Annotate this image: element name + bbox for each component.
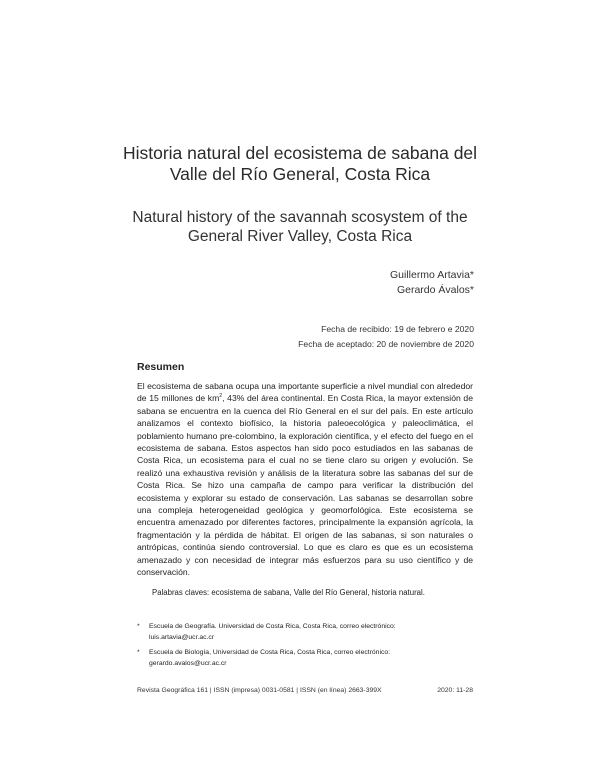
footnote-1 — [137, 621, 473, 643]
footnote-2-affiliation: Escuela de Biología, Universidad de Costa Rica, Costa Rica, correo electrónico: — [149, 649, 391, 656]
abstract-heading: Resumen — [137, 361, 185, 373]
footnote-2-email[interactable]: gerardo.avalos@ucr.ac.cr — [149, 660, 227, 667]
title-spanish-line-1: Historia natural del ecosistema de sabana del — [122, 143, 478, 163]
footnote-2-mark: * — [137, 649, 140, 656]
date-received: Fecha de recibido: 19 de febrero e 2020 — [321, 324, 474, 334]
keywords: Palabras claves: ecosistema de sabana, Valle del Río General, historia natural. — [152, 588, 425, 597]
title-english-line-1: Natural history of the savannah scosystem of the — [132, 209, 468, 226]
footer-journal-info: Revista Geográfica 161 | ISSN (impresa) 0031-0581 | ISSN (en línea) 2663-399X — [137, 687, 382, 694]
title-spanish-line-2: Valle del Río General, Costa Rica — [169, 164, 431, 184]
author-2: Gerardo Ávalos* — [396, 284, 474, 296]
abstract-superscript: 2 — [219, 393, 223, 400]
title-english-line-2: General River Valley, Costa Rica — [187, 228, 413, 245]
abstract-text-1: El ecosistema de sabana ocupa una importante superficie a nivel mundial con alrededor de 15 millones de km — [137, 381, 473, 404]
author-1: Guillermo Artavia* — [389, 269, 474, 281]
footnote-1-affiliation: Escuela de Geografía. Universidad de Costa Rica, Costa Rica, correo electrónico: — [149, 623, 396, 630]
abstract-text-2: , 43% del área continental. En Costa Rica, la mayor extensión de sabana se encuentra en la cuenca del Río General en el sur del país. En este artículo analizamos el contexto biofísico, la historia paleoecológica y paleoclimática, el poblamiento humano pre-colombino, la exploración científica, y el efecto del fuego en el ecosistema de sabana. Estos aspectos han sido poco estudiados en las sabanas de Costa Rica, un ecosistema para el cual no se tiene claro su origen y evolución. Se realizó una exhaustiva revisión y análisis de la literatura sobre las sabanas del sur de Costa Rica. Se hizo una campaña de campo para verificar la distribución del ecosistema y explorar su estado de conservación. Las sabanas se desarrollan sobre una compleja heterogeneidad geológica y geomorfológica. Este ecosistema se encuentra amenazado por diferentes factores, principalmente la expansión agrícola, la fragmentación y la pérdida de hábitat. El origen de las sabanas, si son naturales o antrópicas, continúa siendo controversial. Lo que es claro es que es un ecosistema amenazado y con necesidad de integrar más esfuerzos para su uso científico y de conservación. — [137, 393, 473, 578]
title-english — [60, 208, 540, 246]
date-accepted: Fecha de aceptado: 20 de noviembre de 2020 — [298, 339, 474, 349]
page-footer — [137, 687, 473, 694]
title-spanish — [60, 143, 540, 185]
footnote-1-mark: * — [137, 623, 140, 630]
authors — [390, 268, 474, 298]
footnote-2 — [137, 647, 473, 669]
footer-pages: 2020: 11-28 — [437, 687, 473, 694]
abstract-body — [137, 380, 473, 579]
dates — [298, 322, 474, 352]
footnote-1-email[interactable]: luis.artavia@ucr.ac.cr — [149, 634, 215, 641]
